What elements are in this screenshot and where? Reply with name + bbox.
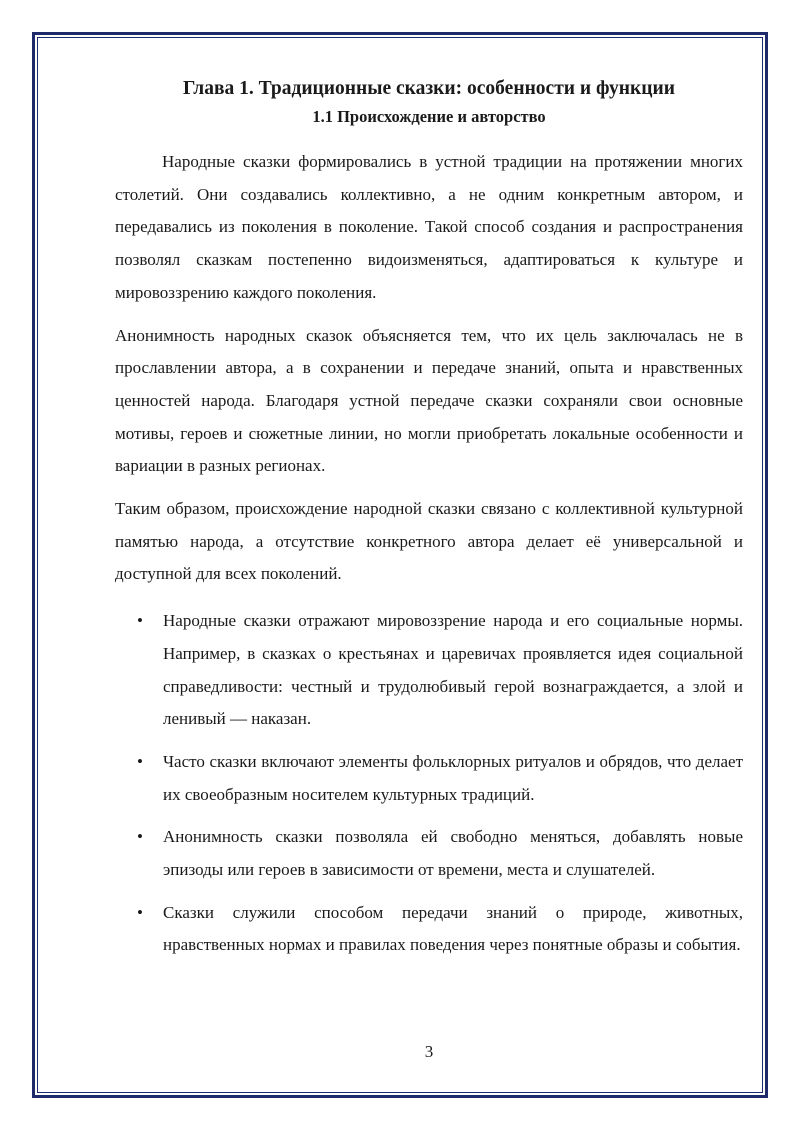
page-content (115, 74, 743, 972)
bullet-marker: • (137, 827, 143, 847)
page-number: 3 (424, 1042, 434, 1061)
paragraph: Народные сказки формировались в устной традиции на протяжении многих столетий. Они создавались коллективно, а не одним конкретным автором, и передавались из поколения в поколение. Такой способ создания и распространения позволял сказкам постепенно видоизменяться, адаптироваться к культуре и мировоззрению каждого поколения. (115, 152, 743, 302)
list-item-text: Сказки служили способом передачи знаний о природе, животных, нравственных нормах и правилах поведения через понятные образы и события. (163, 902, 743, 955)
list-item-text: Часто сказки включают элементы фольклорных ритуалов и обрядов, что делает их своеобразным носителем культурных традиций. (163, 751, 743, 804)
list-item (115, 605, 743, 736)
section-title: 1.1 Происхождение и авторство (312, 107, 546, 126)
paragraph: Таким образом, происхождение народной сказки связано с коллективной культурной памятью народа, а отсутствие конкретного автора делает её универсальной и доступной для всех поколений. (115, 499, 743, 584)
list-item (115, 821, 743, 886)
list-item (115, 897, 743, 962)
list-item (115, 746, 743, 811)
list-item-text: Анонимность сказки позволяла ей свободно меняться, добавлять новые эпизоды или героев в зависимости от времени, места и слушателей. (163, 827, 743, 880)
list-item-text: Народные сказки отражают мировоззрение народа и его социальные нормы. Например, в сказках о крестьянах и царевичах проявляется идея социальной справедливости: честный и трудолюбивый герой вознаграждается, а злой и ленивый — наказан. (163, 611, 743, 729)
bullet-list (115, 605, 743, 962)
bullet-marker: • (137, 751, 143, 771)
bullet-marker: • (137, 902, 143, 922)
bullet-marker: • (137, 611, 143, 631)
paragraph: Анонимность народных сказок объясняется тем, что их цель заключалась не в прославлении автора, а в сохранении и передаче знаний, опыта и нравственных ценностей народа. Благодаря устной передаче сказки сохраняли свои основные мотивы, героев и сюжетные линии, но могли приобретать локальные особенности и вариации в разных регионах. (115, 325, 743, 476)
chapter-title: Глава 1. Традиционные сказки: особенности и функции (183, 78, 675, 99)
